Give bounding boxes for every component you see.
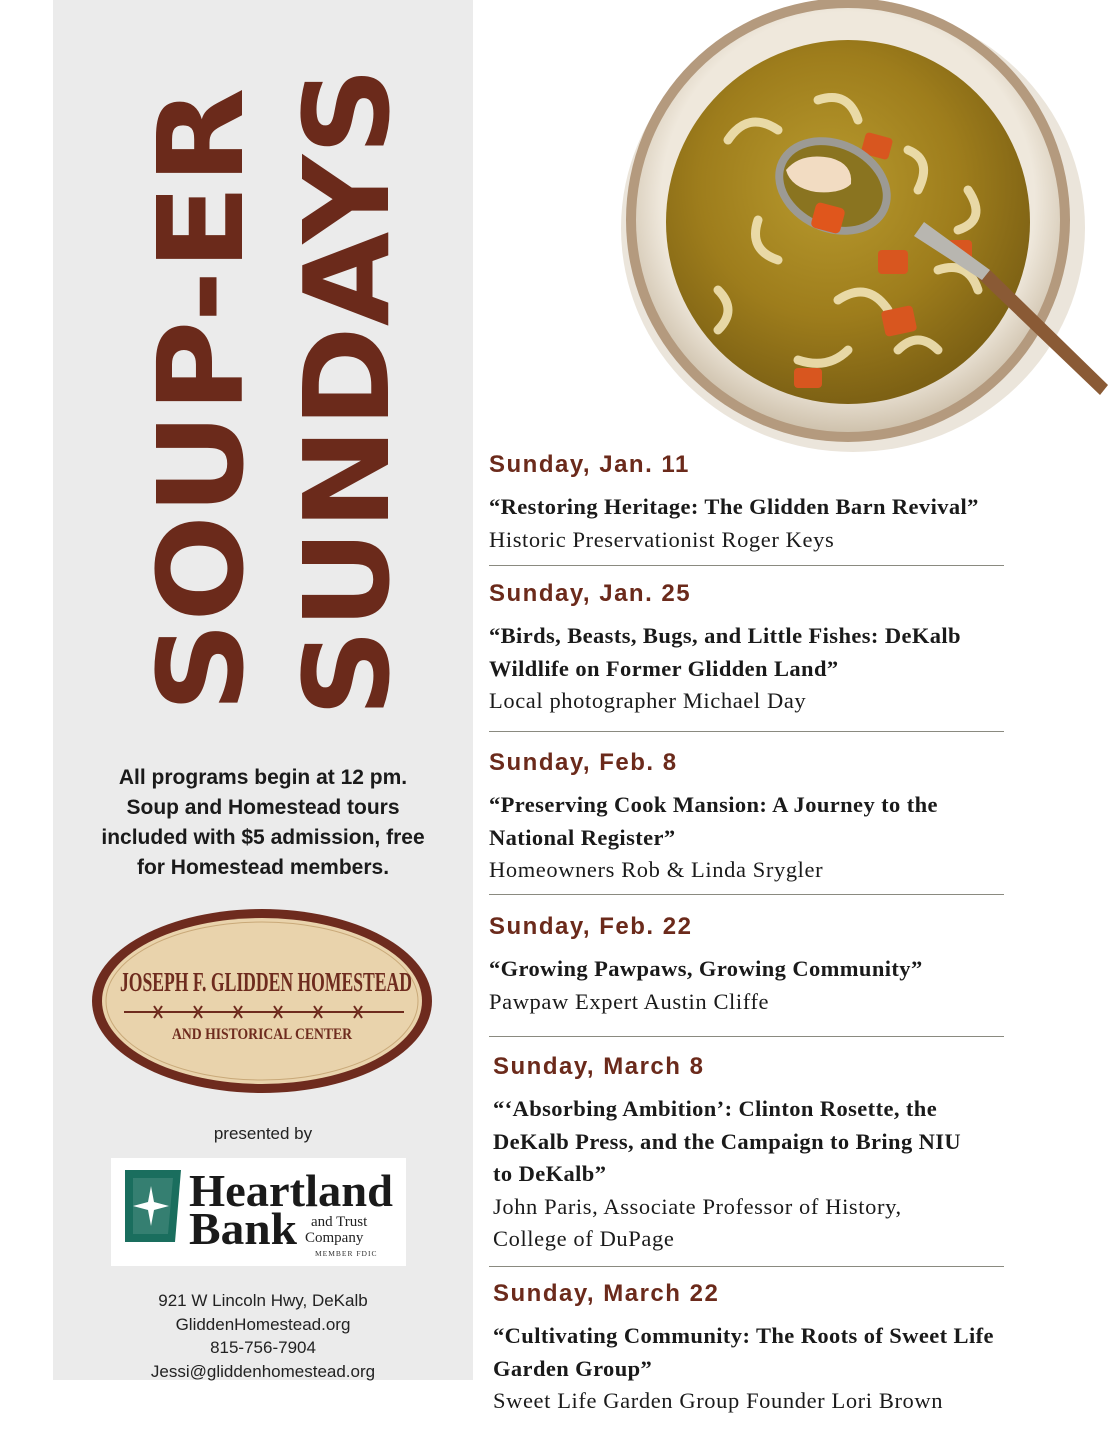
divider: [489, 565, 1004, 566]
title-line-1: SOUP-ER: [132, 126, 270, 713]
talk-line: “Growing Pawpaws, Growing Community”: [489, 956, 923, 981]
event-march-22: [493, 1279, 1113, 1418]
logo-line-2: AND HISTORICAL CENTER: [172, 1026, 353, 1043]
bank-sub-line-2: Company: [305, 1230, 364, 1246]
divider: [489, 894, 1004, 895]
event-date: Sunday, Feb. 8: [489, 749, 678, 776]
speaker-line: Historic Preservationist Roger Keys: [489, 526, 835, 552]
event-jan-25: [489, 579, 1109, 718]
event-march-8: [493, 1052, 1113, 1256]
event-date: Sunday, Feb. 22: [489, 913, 693, 940]
address-text: 921 W Lincoln Hwy, DeKalb: [158, 1291, 368, 1310]
event-speaker: [493, 1385, 1113, 1418]
divider: [489, 731, 1004, 732]
event-speaker: [489, 854, 1109, 887]
talk-line: “‘Absorbing Ambition’: Clinton Rosette, the: [493, 1096, 938, 1121]
event-talk-title: [493, 1093, 1113, 1191]
logo-line-1: JOSEPH F. GLIDDEN HOMESTEAD: [120, 967, 412, 997]
bank-name-line-2: Bank: [189, 1203, 298, 1254]
event-feb-8: [489, 748, 1109, 887]
event-date: Sunday, Jan. 25: [489, 580, 692, 607]
talk-line: “Birds, Beasts, Bugs, and Little Fishes: DeKalb: [489, 623, 961, 648]
heartland-star-icon: [125, 1170, 181, 1242]
bank-sub-line-1: and Trust: [311, 1214, 368, 1230]
program-info: [60, 763, 466, 883]
contact-info: [53, 1289, 473, 1383]
heartland-bank-logo: [111, 1158, 406, 1266]
speaker-line: Sweet Life Garden Group Founder Lori Brown: [493, 1388, 944, 1413]
speaker-line: Local photographer Michael Day: [489, 688, 807, 713]
talk-line: to DeKalb”: [493, 1161, 607, 1186]
talk-line: DeKalb Press, and the Campaign to Bring NIU: [493, 1128, 962, 1154]
info-line: All programs begin at 12 pm.: [118, 766, 408, 789]
talk-line: National Register”: [489, 824, 676, 850]
event-talk-title: [489, 491, 1109, 524]
event-talk-title: [489, 953, 1109, 986]
info-line: included with $5 admission, free: [101, 826, 425, 849]
divider: [489, 1036, 1004, 1037]
website-link[interactable]: GliddenHomestead.org: [175, 1314, 351, 1334]
talk-line: “Preserving Cook Mansion: A Journey to the: [489, 792, 938, 817]
speaker-line: Pawpaw Expert Austin Cliffe: [489, 988, 770, 1014]
speaker-line: John Paris, Associate Professor of History,: [493, 1193, 902, 1219]
presented-by-label: presented by: [213, 1124, 313, 1143]
talk-line: “Cultivating Community: The Roots of Sweet Life: [493, 1323, 994, 1348]
soup-bowl-image: [608, 0, 1112, 460]
divider: [489, 1266, 1004, 1267]
info-line: Soup and Homestead tours: [126, 796, 400, 819]
bank-name-line-1: Heartland: [189, 1165, 394, 1216]
event-date: Sunday, March 8: [493, 1053, 705, 1080]
talk-line: Wildlife on Former Glidden Land”: [489, 655, 839, 681]
event-title: [130, 60, 416, 740]
speaker-line: Homeowners Rob & Linda Srygler: [489, 857, 824, 882]
event-feb-22: [489, 912, 1109, 1018]
speaker-line: College of DuPage: [493, 1226, 675, 1251]
event-talk-title: [489, 620, 1109, 685]
phone-text: 815-756-7904: [210, 1338, 316, 1357]
event-speaker: [489, 986, 1109, 1019]
email-link[interactable]: Jessi@gliddenhomestead.org: [150, 1361, 376, 1381]
title-line-2: SUNDAYS: [278, 89, 416, 717]
event-talk-title: [489, 789, 1109, 854]
talk-line: Garden Group”: [493, 1355, 653, 1381]
event-talk-title: [493, 1320, 1113, 1385]
event-speaker: [493, 1191, 1113, 1256]
event-date: Sunday, Jan. 11: [489, 451, 690, 478]
info-line: for Homestead members.: [136, 856, 390, 879]
glidden-homestead-logo: [88, 905, 436, 1097]
talk-line: “Restoring Heritage: The Glidden Barn Revival”: [489, 494, 979, 519]
event-speaker: [489, 524, 1109, 557]
event-jan-11: [489, 450, 1109, 556]
event-date: Sunday, March 22: [493, 1280, 720, 1307]
event-speaker: [489, 685, 1109, 718]
bank-fdic: MEMBER FDIC: [315, 1249, 378, 1258]
